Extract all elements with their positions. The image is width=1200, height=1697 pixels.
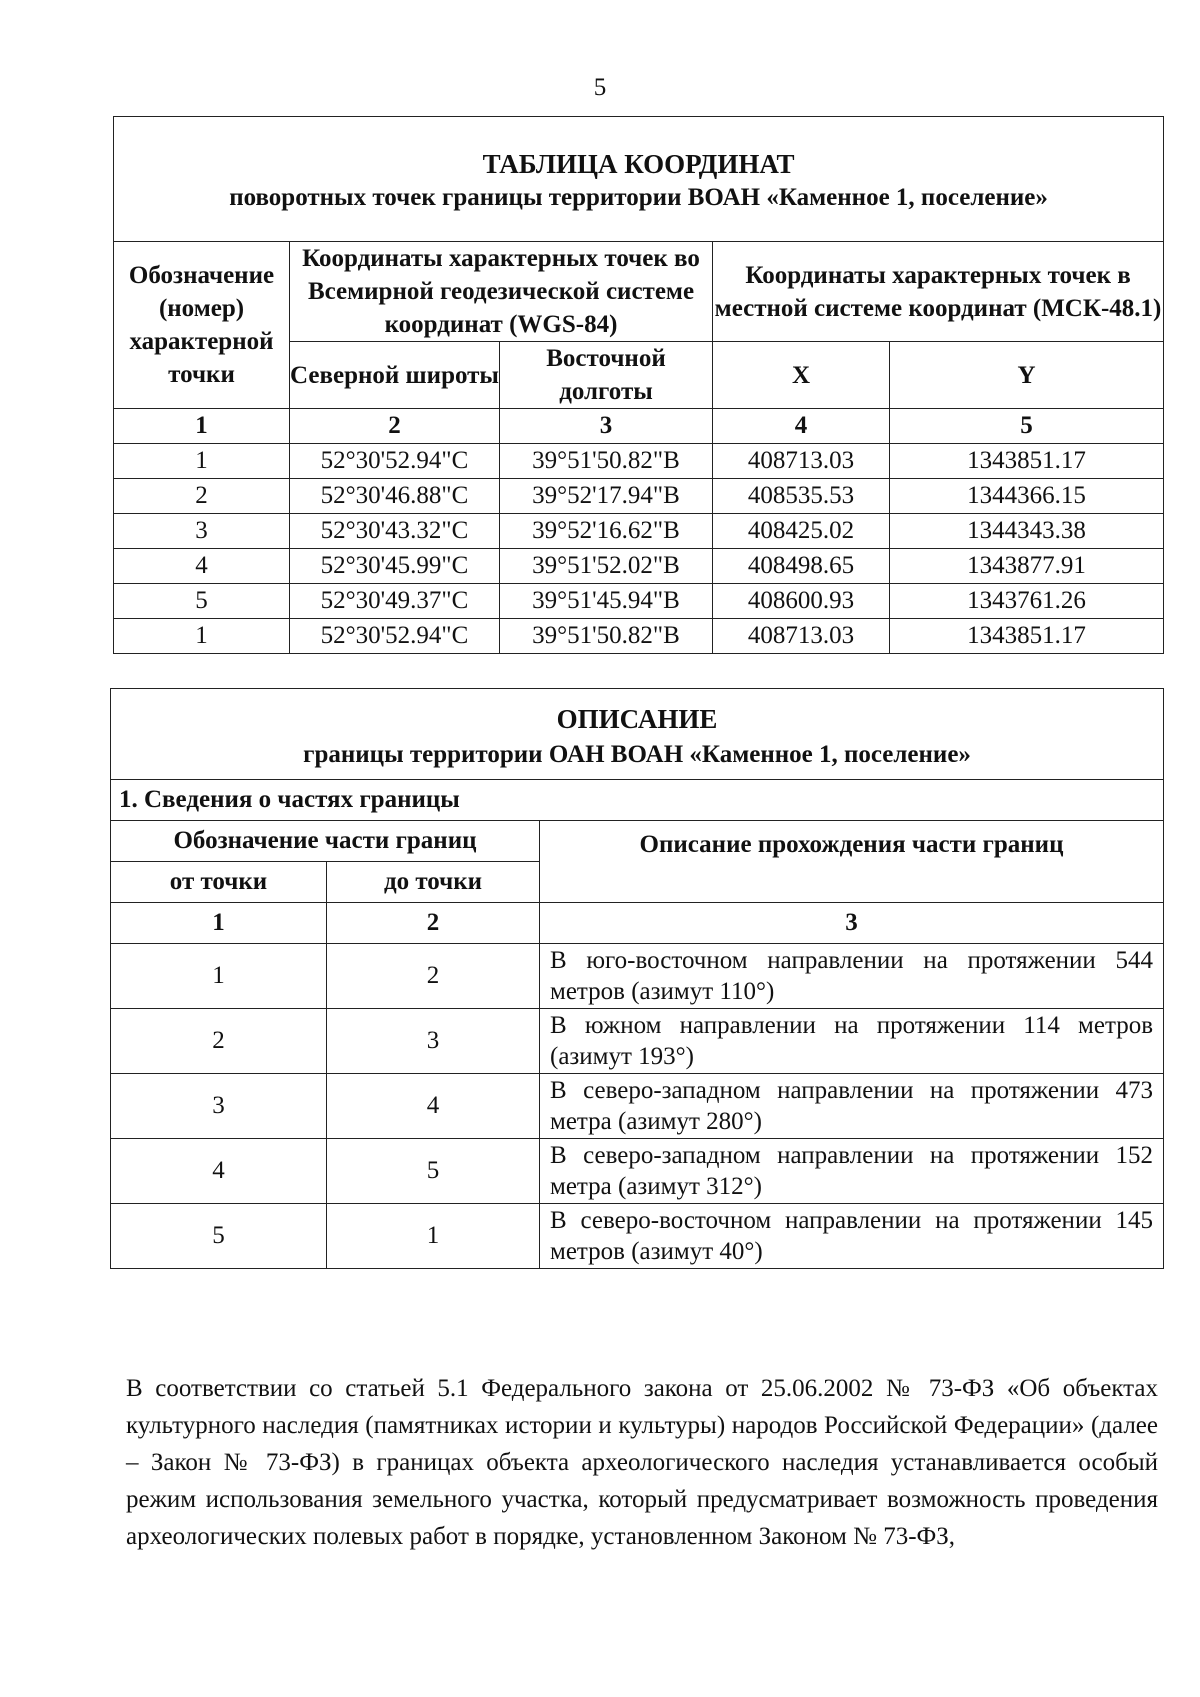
table-row <box>114 549 1164 584</box>
column-numbers-row <box>111 903 1164 944</box>
latitude-value: 52°30'52.94"С <box>290 619 500 654</box>
header-part-description: Описание прохождения части границ <box>540 821 1164 903</box>
header-to-point: до точки <box>327 862 540 903</box>
longitude-value: 39°51'45.94"В <box>500 584 713 619</box>
segment-description: В юго-восточном направлении на протяжении 544 метров (азимут 110°) <box>540 944 1164 1009</box>
point-number: 2 <box>114 479 290 514</box>
segment-description: В южном направлении на протяжении 114 метров (азимут 193°) <box>540 1009 1164 1074</box>
latitude-value: 52°30'43.32"С <box>290 514 500 549</box>
x-value: 408498.65 <box>713 549 890 584</box>
description-table <box>110 688 1164 1269</box>
table-row <box>111 1139 1164 1204</box>
y-value: 1343877.91 <box>890 549 1164 584</box>
point-number: 1 <box>114 444 290 479</box>
table-row <box>111 1204 1164 1269</box>
header-point-designation: Обозначение (номер) характерной точки <box>114 242 290 409</box>
from-point: 3 <box>111 1074 327 1139</box>
header-y: Y <box>890 342 1164 409</box>
from-point: 1 <box>111 944 327 1009</box>
longitude-value: 39°52'16.62"В <box>500 514 713 549</box>
body-paragraph: В соответствии со статьей 5.1 Федерального закона от 25.06.2002 № 73-ФЗ «Об объектах культурного наследия (памятниках истории и культуры) народов Российской Федерации» (далее – Закон № 73-ФЗ) в границах объекта археологического наследия устанавливается особый режим использования земельного участка, который предусматривает возможность проведения археологических полевых работ в порядке, установленном Законом № 73-ФЗ, <box>126 1375 1158 1550</box>
point-number: 1 <box>114 619 290 654</box>
y-value: 1343851.17 <box>890 444 1164 479</box>
y-value: 1344366.15 <box>890 479 1164 514</box>
to-point: 4 <box>327 1074 540 1139</box>
point-number: 5 <box>114 584 290 619</box>
coordinates-table <box>113 116 1164 654</box>
point-number: 3 <box>114 514 290 549</box>
longitude-value: 39°51'52.02"В <box>500 549 713 584</box>
table-row <box>114 444 1164 479</box>
y-value: 1344343.38 <box>890 514 1164 549</box>
table-row <box>114 584 1164 619</box>
from-point: 2 <box>111 1009 327 1074</box>
latitude-value: 52°30'52.94"С <box>290 444 500 479</box>
coordinates-table-subtitle: поворотных точек границы территории ВОАН «Каменное 1, поселение» <box>229 184 1048 211</box>
table-row <box>114 479 1164 514</box>
to-point: 3 <box>327 1009 540 1074</box>
column-number: 5 <box>890 409 1164 444</box>
header-msk48: Координаты характерных точек в местной системе координат (МСК-48.1) <box>713 242 1164 342</box>
header-from-point: от точки <box>111 862 327 903</box>
header-wgs84: Координаты характерных точек во Всемирной геодезической системе координат (WGS-84) <box>290 242 713 342</box>
latitude-value: 52°30'45.99"С <box>290 549 500 584</box>
x-value: 408425.02 <box>713 514 890 549</box>
column-numbers-row <box>114 409 1164 444</box>
longitude-value: 39°51'50.82"В <box>500 619 713 654</box>
table-row <box>114 514 1164 549</box>
table-row <box>111 944 1164 1009</box>
page-number: 5 <box>593 74 607 101</box>
column-number: 1 <box>114 409 290 444</box>
to-point: 1 <box>327 1204 540 1269</box>
column-number: 2 <box>290 409 500 444</box>
segment-description: В северо-западном направлении на протяжении 152 метра (азимут 312°) <box>540 1139 1164 1204</box>
segment-description: В северо-восточном направлении на протяжении 145 метров (азимут 40°) <box>540 1204 1164 1269</box>
description-table-subtitle: границы территории ОАН ВОАН «Каменное 1, поселение» <box>303 741 971 768</box>
table-row <box>114 619 1164 654</box>
to-point: 5 <box>327 1139 540 1204</box>
header-east-longitude: Восточной долготы <box>500 342 713 409</box>
longitude-value: 39°52'17.94"В <box>500 479 713 514</box>
column-number: 3 <box>500 409 713 444</box>
description-table-title: ОПИСАНИЕ <box>556 704 718 734</box>
header-north-latitude: Северной широты <box>290 342 500 409</box>
x-value: 408535.53 <box>713 479 890 514</box>
header-x: X <box>713 342 890 409</box>
coordinates-table-title-cell <box>114 117 1164 242</box>
from-point: 5 <box>111 1204 327 1269</box>
table-row <box>111 1074 1164 1139</box>
segment-description: В северо-западном направлении на протяжении 473 метра (азимут 280°) <box>540 1074 1164 1139</box>
description-table-title-cell <box>111 689 1164 780</box>
coordinates-table-title: ТАБЛИЦА КООРДИНАТ <box>482 149 795 179</box>
latitude-value: 52°30'46.88"С <box>290 479 500 514</box>
column-number: 3 <box>540 903 1164 944</box>
table-row <box>111 1009 1164 1074</box>
y-value: 1343851.17 <box>890 619 1164 654</box>
column-number: 2 <box>327 903 540 944</box>
header-part-designation: Обозначение части границ <box>111 821 540 862</box>
x-value: 408713.03 <box>713 444 890 479</box>
column-number: 4 <box>713 409 890 444</box>
y-value: 1343761.26 <box>890 584 1164 619</box>
to-point: 2 <box>327 944 540 1009</box>
x-value: 408600.93 <box>713 584 890 619</box>
point-number: 4 <box>114 549 290 584</box>
longitude-value: 39°51'50.82"В <box>500 444 713 479</box>
x-value: 408713.03 <box>713 619 890 654</box>
section-heading: 1. Сведения о частях границы <box>111 780 1164 821</box>
column-number: 1 <box>111 903 327 944</box>
latitude-value: 52°30'49.37"С <box>290 584 500 619</box>
from-point: 4 <box>111 1139 327 1204</box>
